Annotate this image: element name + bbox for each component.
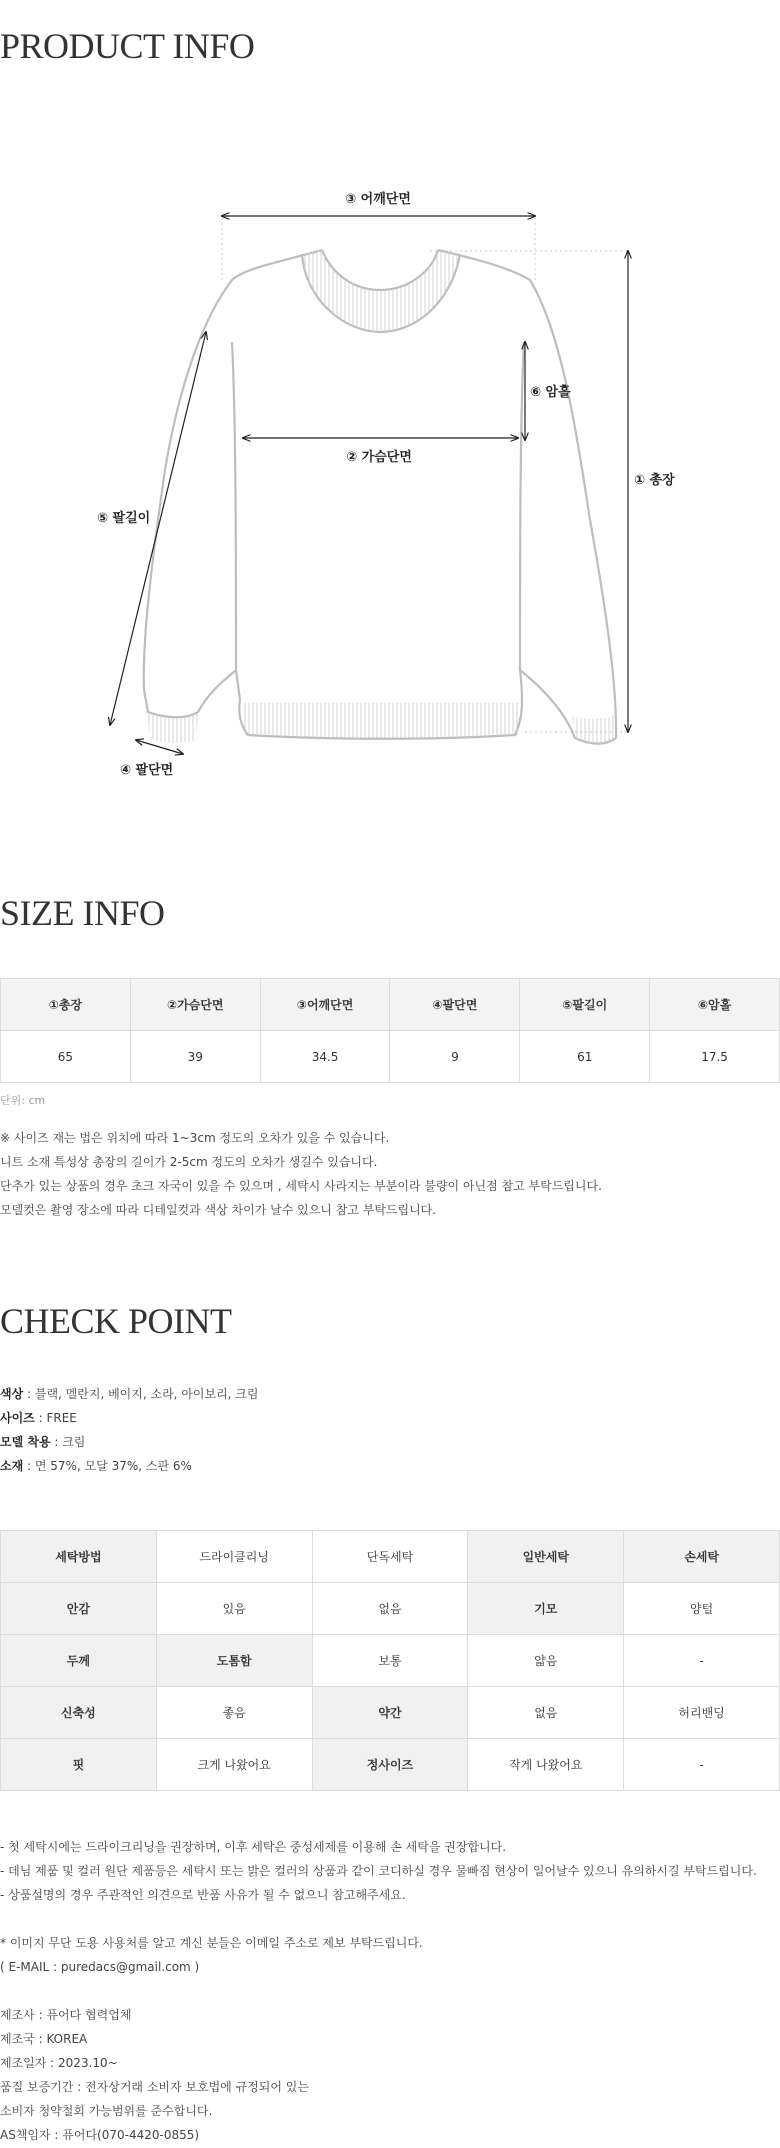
manufacturer-line: AS책임자 : 퓨어다(070-4420-0855) bbox=[0, 2128, 200, 2142]
care-note: - 데님 제품 및 컬러 원단 제품등은 세탁시 또는 밝은 컬러의 상품과 같이 코디하실 경우 물빠짐 현상이 일어날수 있으니 유의하시길 부탁드립니다. bbox=[0, 1864, 757, 1878]
care-row-thickness bbox=[1, 1635, 780, 1687]
spec-label: 모델 착용 bbox=[0, 1435, 51, 1449]
contact-email: ( E-MAIL : puredacs@gmail.com ) bbox=[0, 1960, 200, 1974]
care-note: - 첫 세탁시에는 드라이크리닝을 권장하며, 이후 세탁은 중성세제를 이용해 손 세탁을 권장합니다. bbox=[0, 1840, 507, 1854]
care-option-cell: 얇음 bbox=[468, 1635, 624, 1687]
armhole-label: ⑥ 암홀 bbox=[530, 385, 571, 400]
care-option-cell-selected: 도톰함 bbox=[156, 1635, 312, 1687]
size-value-cell: 39 bbox=[130, 1031, 260, 1083]
care-option-cell-selected: 기모 bbox=[468, 1583, 624, 1635]
care-label-cell: 두께 bbox=[1, 1635, 157, 1687]
sleeve-arrow bbox=[110, 332, 206, 725]
care-label-cell: 핏 bbox=[1, 1739, 157, 1791]
care-row-lining bbox=[1, 1583, 780, 1635]
size-header-cell: ②가슴단면 bbox=[130, 979, 260, 1031]
spec-color bbox=[0, 1382, 258, 1406]
chest-label: ② 가슴단면 bbox=[346, 450, 412, 465]
shoulder-label: ③ 어깨단면 bbox=[345, 192, 411, 207]
care-row-wash bbox=[1, 1531, 780, 1583]
size-table-value-row bbox=[1, 1031, 780, 1083]
care-option-cell: - bbox=[624, 1739, 780, 1791]
care-option-cell-selected: 일반세탁 bbox=[468, 1531, 624, 1583]
spec-model bbox=[0, 1430, 258, 1454]
spec-value: : FREE bbox=[34, 1411, 77, 1425]
size-value-cell: 34.5 bbox=[260, 1031, 390, 1083]
spec-label: 색상 bbox=[0, 1387, 24, 1401]
care-option-cell: - bbox=[624, 1635, 780, 1687]
care-option-cell: 양털 bbox=[624, 1583, 780, 1635]
size-header-cell: ⑥암홀 bbox=[650, 979, 780, 1031]
size-header-cell: ⑤팔길이 bbox=[520, 979, 650, 1031]
manufacturer-line: 소비자 청약철회 가능범위를 준수합니다. bbox=[0, 2104, 213, 2118]
size-value-cell: 65 bbox=[1, 1031, 131, 1083]
size-notes bbox=[0, 1126, 602, 1222]
care-option-cell: 단독세탁 bbox=[312, 1531, 468, 1583]
size-note: 단추가 있는 상품의 경우 초크 자국이 있을 수 있으며 , 세탁시 사라지는 부분이라 불량이 아닌점 참고 부탁드립니다. bbox=[0, 1179, 602, 1193]
spec-value: : 면 57%, 모달 37%, 스판 6% bbox=[23, 1459, 192, 1473]
care-label-cell: 안감 bbox=[1, 1583, 157, 1635]
care-option-cell: 크게 나왔어요 bbox=[156, 1739, 312, 1791]
size-table-header-row bbox=[1, 979, 780, 1031]
cuff-label: ④ 팔단면 bbox=[120, 763, 174, 778]
manufacturer-line: 제조일자 : 2023.10~ bbox=[0, 2056, 118, 2070]
care-option-cell: 없음 bbox=[468, 1687, 624, 1739]
size-info-title: SIZE INFO bbox=[0, 893, 165, 933]
care-option-cell: 작게 나왔어요 bbox=[468, 1739, 624, 1791]
size-unit-note: 단위: cm bbox=[0, 1094, 46, 1107]
size-note: 니트 소재 특성상 총장의 길이가 2-5cm 정도의 오차가 생길수 있습니다. bbox=[0, 1155, 378, 1169]
size-table bbox=[0, 978, 780, 1083]
spec-material bbox=[0, 1454, 258, 1478]
spec-label: 소재 bbox=[0, 1459, 24, 1473]
size-value-cell: 17.5 bbox=[650, 1031, 780, 1083]
sleeve-label: ⑤ 팔길이 bbox=[97, 511, 151, 526]
care-label-cell: 세탁방법 bbox=[1, 1531, 157, 1583]
care-row-stretch bbox=[1, 1687, 780, 1739]
hem-ribbing bbox=[243, 703, 520, 739]
care-table bbox=[0, 1530, 780, 1791]
copyright-note: * 이미지 무단 도용 사용처를 알고 계신 분들은 이메일 주소로 제보 부탁드립니다. bbox=[0, 1936, 423, 1950]
size-note: ※ 사이즈 재는 법은 위치에 따라 1~3cm 정도의 오차가 있을 수 있습니다. bbox=[0, 1131, 390, 1145]
care-row-fit bbox=[1, 1739, 780, 1791]
care-label-cell: 신축성 bbox=[1, 1687, 157, 1739]
care-option-cell: 없음 bbox=[312, 1583, 468, 1635]
size-note: 모델컷은 촬영 장소에 따라 디테일컷과 색상 차이가 날수 있으니 참고 부탁드립니다. bbox=[0, 1203, 437, 1217]
collar-ribbing bbox=[302, 250, 460, 332]
care-notes bbox=[0, 1835, 757, 1907]
manufacturer-line: 제조사 : 퓨어다 협력업체 bbox=[0, 2008, 132, 2022]
size-value-cell: 9 bbox=[390, 1031, 520, 1083]
copyright-notes bbox=[0, 1931, 423, 1979]
size-header-cell: ③어깨단면 bbox=[260, 979, 390, 1031]
care-option-cell: 드라이클리닝 bbox=[156, 1531, 312, 1583]
manufacturer-info bbox=[0, 2003, 309, 2147]
spec-value: : 크림 bbox=[50, 1435, 86, 1449]
manufacturer-line: 제조국 : KOREA bbox=[0, 2032, 88, 2046]
length-label: ① 총장 bbox=[634, 473, 675, 488]
care-note: - 상품설명의 경우 주관적인 의견으로 반품 사유가 될 수 없으니 참고해주세요. bbox=[0, 1888, 406, 1902]
spec-size bbox=[0, 1406, 258, 1430]
care-option-cell: 좋음 bbox=[156, 1687, 312, 1739]
size-value-cell: 61 bbox=[520, 1031, 650, 1083]
care-option-cell: 허리밴딩 bbox=[624, 1687, 780, 1739]
product-specs bbox=[0, 1382, 258, 1478]
size-header-cell: ④팔단면 bbox=[390, 979, 520, 1031]
product-info-title: PRODUCT INFO bbox=[0, 26, 255, 66]
care-option-cell-selected: 정사이즈 bbox=[312, 1739, 468, 1791]
care-option-cell: 보통 bbox=[312, 1635, 468, 1687]
check-point-title: CHECK POINT bbox=[0, 1301, 232, 1341]
size-header-cell: ①총장 bbox=[1, 979, 131, 1031]
spec-label: 사이즈 bbox=[0, 1411, 35, 1425]
right-cuff-ribbing bbox=[572, 715, 616, 744]
care-option-cell-selected: 약간 bbox=[312, 1687, 468, 1739]
spec-value: : 블랙, 멜란지, 베이지, 소라, 아이보리, 크림 bbox=[23, 1387, 259, 1401]
sweater-measurement-diagram bbox=[0, 165, 780, 785]
care-option-cell-selected: 손세탁 bbox=[624, 1531, 780, 1583]
care-option-cell: 있음 bbox=[156, 1583, 312, 1635]
manufacturer-line: 품질 보증기간 : 전자상거래 소비자 보호법에 규정되어 있는 bbox=[0, 2080, 309, 2094]
